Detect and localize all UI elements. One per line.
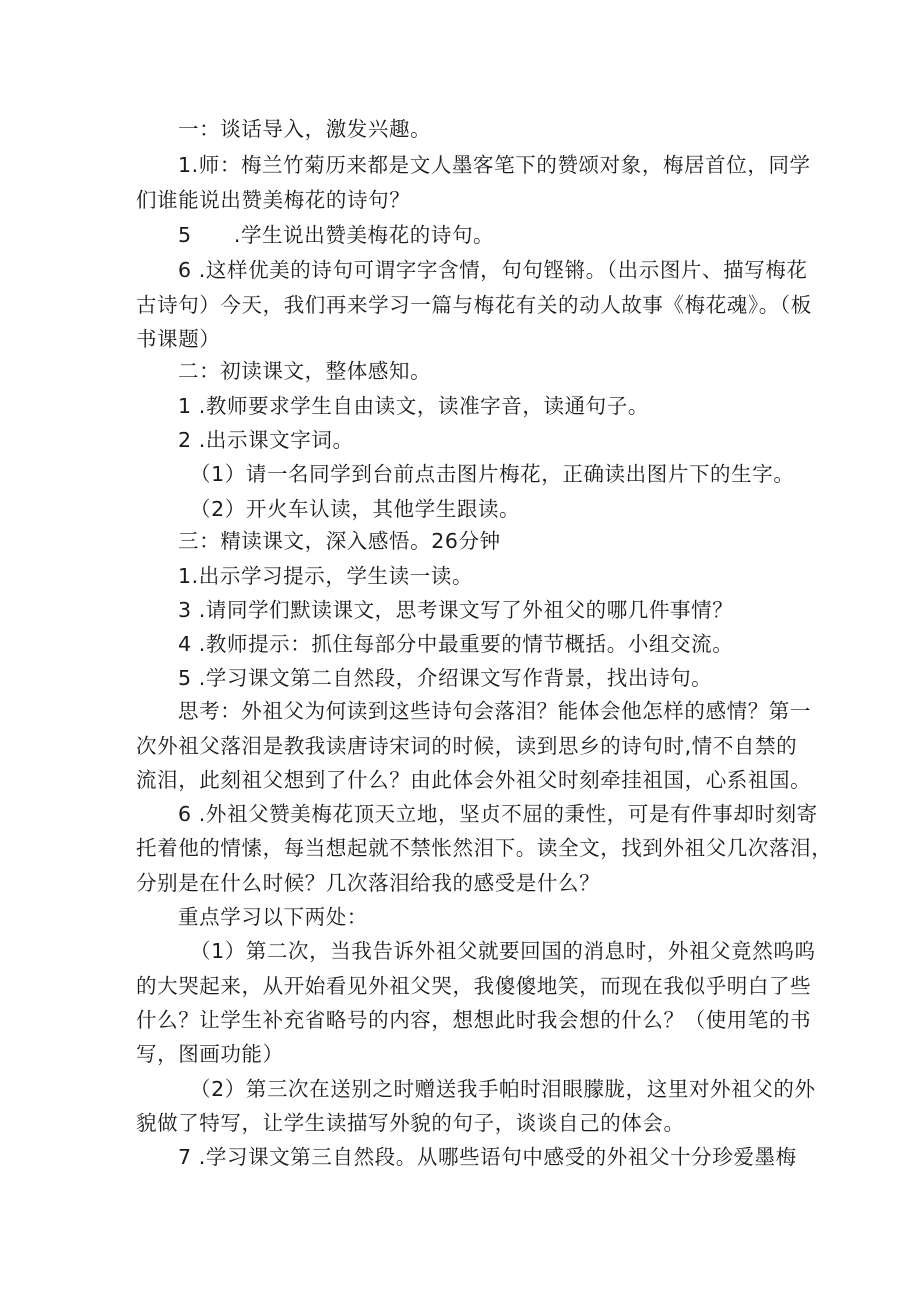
paragraph-line: 1.出示学习提示，学生读一读。 xyxy=(178,564,474,588)
paragraph-line: 5 .学生说出赞美梅花的诗句。 xyxy=(178,223,495,247)
paragraph-line: 6 .外祖父赞美梅花顶天立地，坚贞不屈的秉性，可是有件事却时刻寄 xyxy=(178,802,818,826)
paragraph-line: 2 .出示课文字词。 xyxy=(178,428,354,452)
paragraph-line: 分别是在什么时候？几次落泪给我的感受是什么？ xyxy=(136,871,601,895)
paragraph-line: 古诗句）今天，我们再来学习一篇与梅花有关的动人故事《梅花魂》。（板 xyxy=(136,293,812,317)
paragraph-line: 书课题） xyxy=(136,327,221,351)
paragraph-line: 托着他的情愫，每当想起就不禁怅然泪下。读全文，找到外祖父几次落泪， xyxy=(136,836,833,860)
paragraph-line: （2）开火车认读，其他学生跟读。 xyxy=(190,497,521,521)
paragraph-line: 次外祖父落泪是教我读唐诗宋词的时候，读到思乡的诗句时,情不自禁的 xyxy=(136,734,798,758)
paragraph-line: 1 .教师要求学生自由读文，读准字音，读通句子。 xyxy=(178,394,649,418)
paragraph-line: （1）请一名同学到台前点击图片梅花，正确读出图片下的生字。 xyxy=(190,462,795,486)
paragraph-line: 思考：外祖父为何读到这些诗句会落泪？能体会他怎样的感情？第一 xyxy=(178,699,811,723)
paragraph-line: 5 .学习课文第二自然段，介绍课文写作背景，找出诗句。 xyxy=(178,666,713,690)
paragraph-line: 4 .教师提示：抓住每部分中最重要的情节概括。小组交流。 xyxy=(178,632,734,656)
paragraph-line: 1.师：梅兰竹菊历来都是文人墨客笔下的赞颂对象，梅居首位，同学 xyxy=(178,153,811,177)
paragraph-line: 写，图画功能） xyxy=(136,1042,284,1066)
paragraph-line: 们谁能说出赞美梅花的诗句？ xyxy=(136,188,411,212)
paragraph-line: 的大哭起来，从开始看见外祖父哭，我傻傻地笑，而现在我似乎明白了些 xyxy=(136,974,812,998)
paragraph-line: 3 .请同学们默读课文，思考课文写了外祖父的哪几件事情？ xyxy=(178,598,734,622)
paragraph-line: 什么？让学生补充省略号的内容，想想此时我会想的什么？（使用笔的书 xyxy=(136,1008,812,1032)
paragraph-line: 貌做了特写，让学生读描写外貌的句子，谈谈自己的体会。 xyxy=(136,1111,685,1135)
paragraph-line: （2）第三次在送别之时赠送我手帕时泪眼朦胧，这里对外祖父的外 xyxy=(190,1077,816,1101)
section-heading-2: 二：初读课文，整体感知。 xyxy=(178,359,432,383)
paragraph-line: 流泪，此刻祖父想到了什么？由此体会外祖父时刻牵挂祖国，心系祖国。 xyxy=(136,768,812,792)
paragraph-line: （1）第二次，当我告诉外祖父就要回国的消息时，外祖父竟然呜呜 xyxy=(190,939,816,963)
section-heading-3: 三：精读课文，深入感悟。26分钟 xyxy=(178,529,501,553)
paragraph-line: 7 .学习课文第三自然段。从哪些语句中感受的外祖父十分珍爱墨梅 xyxy=(178,1145,797,1169)
paragraph-line: 重点学习以下两处： xyxy=(178,905,368,929)
section-heading-1: 一：谈话导入，激发兴趣。 xyxy=(178,117,432,141)
paragraph-line: 6 .这样优美的诗句可谓字字含情，句句铿锵。（出示图片、描写梅花 xyxy=(178,258,808,282)
